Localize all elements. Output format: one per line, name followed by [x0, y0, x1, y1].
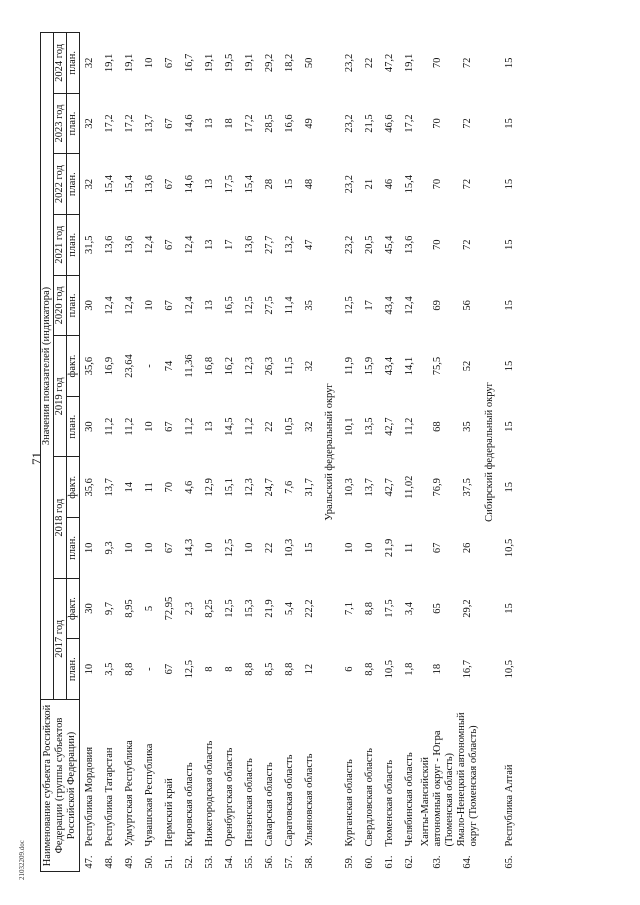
value-cell: 12,5: [343, 296, 355, 315]
value-cell: 16,7: [461, 659, 473, 679]
table-row: [280, 33, 300, 872]
value-cell: 11,2: [403, 417, 415, 436]
value-cell: 21,9: [263, 599, 275, 618]
value-cell: 16,7: [183, 53, 195, 73]
value-cell: 28,5: [263, 114, 275, 133]
region-name: Свердловская область: [363, 748, 375, 847]
table-row: [200, 33, 220, 872]
value-cell: 15: [503, 118, 515, 129]
value-cell: 67: [431, 542, 443, 554]
value-cell: 15,4: [103, 174, 115, 194]
fact-subheader: факт.: [67, 457, 80, 518]
value-cell: 75,5: [431, 356, 443, 376]
value-cell: 72: [461, 239, 473, 251]
region-name: Самарская область: [263, 762, 275, 847]
value-cell: 15,9: [363, 356, 375, 376]
value-cell: 18: [431, 663, 443, 675]
table-row: [140, 33, 160, 872]
value-cell: 10: [123, 542, 135, 554]
value-cell: 13: [203, 300, 215, 311]
region-name: Ямало-Ненецкий автономный округ (Тюменская область): [455, 712, 479, 847]
value-cell: 37,5: [461, 478, 473, 497]
value-cell: 8: [223, 666, 235, 672]
value-cell: 23,2: [343, 114, 355, 133]
value-cell: 12,5: [223, 599, 235, 618]
value-cell: 19,1: [103, 53, 115, 73]
table-row: [420, 33, 456, 872]
value-cell: 10,3: [343, 478, 355, 497]
fact-subheader: факт.: [67, 578, 80, 639]
value-cell: 8,5: [263, 662, 275, 676]
region-name: Саратовская область: [283, 754, 295, 847]
value-cell: 9,3: [103, 541, 115, 555]
value-cell: 46,6: [383, 114, 395, 133]
value-cell: 12,4: [103, 296, 115, 315]
value-cell: 14,6: [183, 174, 195, 194]
row-number: 49.: [123, 855, 135, 869]
value-cell: 17,5: [383, 599, 395, 618]
row-number: 55.: [243, 855, 255, 869]
region-name: Тюменская область: [383, 759, 395, 847]
plan-subheader: план.: [67, 275, 80, 336]
value-cell: 35,6: [83, 478, 95, 497]
plan-subheader: план.: [67, 33, 80, 94]
row-number: 51.: [163, 855, 175, 869]
year-header: 2022 год: [54, 154, 67, 215]
value-cell: 12,5: [223, 538, 235, 558]
value-cell: 35: [303, 300, 315, 311]
value-cell: 69: [431, 300, 443, 311]
plan-subheader: план.: [67, 396, 80, 457]
value-cell: 72: [461, 118, 473, 129]
value-cell: 74: [163, 360, 175, 372]
value-cell: 70: [163, 482, 175, 493]
value-cell: 67: [163, 542, 175, 554]
plan-subheader: план.: [67, 518, 80, 579]
value-cell: 19,5: [223, 53, 235, 73]
value-cell: 23,64: [123, 354, 135, 378]
region-name: Курганская область: [343, 759, 355, 847]
region-name: Республика Татарстан: [103, 747, 115, 847]
value-cell: 42,7: [383, 417, 395, 436]
value-cell: 17,2: [403, 114, 415, 133]
value-cell: 70: [431, 57, 443, 69]
value-cell: 14,5: [223, 417, 235, 436]
value-cell: 12,5: [243, 296, 255, 315]
value-cell: 8,8: [123, 662, 135, 676]
value-cell: 5,4: [283, 601, 295, 616]
value-cell: 13: [203, 421, 215, 432]
value-cell: 22,2: [303, 599, 315, 618]
value-cell: 17,5: [223, 174, 235, 194]
federal-district-heading: Сибирский федеральный округ: [483, 382, 495, 522]
value-cell: 67: [163, 178, 175, 190]
value-cell: 67: [163, 239, 175, 251]
value-cell: 23,2: [343, 53, 355, 73]
value-cell: 15: [303, 542, 315, 554]
value-cell: 23,2: [343, 174, 355, 194]
table-row: [160, 33, 180, 872]
value-cell: 22: [363, 57, 375, 69]
value-cell: 12,4: [123, 296, 135, 315]
table-row: [120, 33, 140, 872]
value-cell: 49: [303, 118, 315, 129]
value-cell: 10: [143, 57, 155, 69]
value-cell: 43,4: [383, 356, 395, 376]
value-cell: 3,4: [403, 601, 415, 616]
value-cell: 2,3: [183, 601, 195, 616]
value-cell: 10,5: [503, 538, 515, 558]
table-row: [240, 33, 260, 872]
value-cell: 8,8: [283, 662, 295, 676]
year-header: 2019 год: [54, 336, 67, 457]
value-cell: 8,95: [123, 599, 135, 618]
value-cell: 22: [263, 421, 275, 432]
value-cell: 29,2: [461, 599, 473, 618]
row-number: 63.: [431, 855, 443, 869]
value-cell: 46: [383, 178, 395, 190]
region-name: Оренбургская область: [223, 747, 235, 847]
value-cell: 21,9: [383, 538, 395, 558]
region-name: Ханты-Мансийский автономный округ - Югра (Тюменская область): [419, 730, 455, 847]
region-name: Кировская область: [183, 762, 195, 847]
value-cell: 21: [363, 178, 375, 190]
value-cell: 15: [503, 178, 515, 190]
value-cell: 27,7: [263, 235, 275, 254]
value-cell: 23,2: [343, 235, 355, 254]
region-name: Пензенская область: [243, 758, 255, 847]
value-cell: 11,2: [123, 417, 135, 436]
value-cell: 4,6: [183, 480, 195, 494]
footer-filename: 21032209.doc: [18, 840, 26, 880]
row-number: 48.: [103, 855, 115, 869]
value-cell: 11,4: [283, 296, 295, 315]
value-cell: 5: [143, 605, 155, 612]
value-cell: 12,3: [243, 356, 255, 376]
plan-subheader: план.: [67, 214, 80, 275]
value-cell: 13,7: [143, 114, 155, 133]
value-cell: 10: [203, 542, 215, 554]
row-number: 58.: [303, 855, 315, 869]
value-cell: 27,5: [263, 296, 275, 315]
value-cell: 16,5: [223, 296, 235, 315]
value-cell: 47,2: [383, 53, 395, 73]
value-cell: 9,7: [103, 601, 115, 616]
value-cell: 48: [303, 178, 315, 190]
values-header: Значения показателей (индикатора): [41, 33, 54, 700]
year-header: 2018 год: [54, 457, 67, 578]
row-number: 60.: [363, 855, 375, 869]
value-cell: 67: [163, 118, 175, 129]
value-cell: 18,2: [283, 53, 295, 73]
value-cell: 10: [243, 542, 255, 554]
value-cell: 10,5: [283, 417, 295, 436]
value-cell: 52: [461, 360, 473, 372]
value-cell: 17,2: [103, 114, 115, 133]
row-number: 56.: [263, 855, 275, 869]
value-cell: 11: [143, 482, 155, 493]
value-cell: 68: [431, 421, 443, 432]
value-cell: 14,3: [183, 538, 195, 558]
value-cell: 15: [503, 300, 515, 311]
value-cell: 45,4: [383, 235, 395, 254]
value-cell: 10: [143, 300, 155, 311]
region-name: Нижегородская область: [203, 740, 215, 847]
row-number: 57.: [283, 855, 295, 869]
table-row: [340, 33, 360, 872]
value-cell: 16,9: [103, 356, 115, 376]
value-cell: 3,5: [103, 662, 115, 676]
value-cell: 32: [303, 360, 315, 372]
table-row: [300, 33, 320, 872]
table-row: [220, 33, 240, 872]
value-cell: 12: [303, 663, 315, 675]
value-cell: 8,25: [203, 599, 215, 618]
indicators-table: [40, 32, 520, 872]
value-cell: 12,3: [243, 478, 255, 497]
value-cell: 16,6: [283, 114, 295, 133]
value-cell: 76,9: [431, 478, 443, 497]
row-number: 64.: [461, 855, 473, 869]
value-cell: 32: [303, 421, 315, 432]
value-cell: 29,2: [263, 53, 275, 73]
plan-subheader: план.: [67, 154, 80, 215]
value-cell: 15,4: [123, 174, 135, 194]
page-number: 71: [29, 452, 44, 465]
rotated-table-container: [40, 32, 600, 872]
value-cell: 31,7: [303, 478, 315, 497]
year-header: 2017 год: [54, 578, 67, 699]
row-number: 47.: [83, 855, 95, 869]
value-cell: 15: [283, 178, 295, 190]
value-cell: 13,7: [103, 478, 115, 497]
value-cell: 72: [461, 178, 473, 190]
value-cell: 8,8: [363, 662, 375, 676]
value-cell: 32: [83, 57, 95, 69]
value-cell: 30: [83, 300, 95, 311]
value-cell: 11,02: [403, 475, 415, 499]
value-cell: 13,6: [243, 235, 255, 254]
value-cell: 10: [143, 421, 155, 432]
value-cell: 13: [203, 118, 215, 129]
value-cell: 35,6: [83, 356, 95, 376]
table-row: [360, 33, 380, 872]
value-cell: 21,5: [363, 114, 375, 133]
value-cell: 10,3: [283, 538, 295, 558]
region-name: Пермский край: [163, 778, 175, 847]
year-header: 2023 год: [54, 93, 67, 154]
value-cell: 12,4: [183, 235, 195, 254]
value-cell: 11,9: [343, 357, 355, 376]
value-cell: 13,7: [363, 478, 375, 497]
value-cell: 17: [363, 300, 375, 311]
value-cell: 10: [83, 663, 95, 675]
value-cell: 11,2: [243, 417, 255, 436]
value-cell: 31,5: [83, 235, 95, 254]
value-cell: 67: [163, 421, 175, 432]
value-cell: 19,1: [203, 53, 215, 73]
value-cell: 13,2: [283, 235, 295, 254]
value-cell: 18: [223, 118, 235, 129]
value-cell: 28: [263, 178, 275, 190]
value-cell: 11,2: [103, 417, 115, 436]
region-name: Челябинская область: [403, 752, 415, 847]
value-cell: 7,6: [283, 480, 295, 494]
value-cell: 14,6: [183, 114, 195, 133]
value-cell: 16,2: [223, 356, 235, 376]
value-cell: 12,9: [203, 478, 215, 497]
region-column-header: Наименование субъекта Российской Федерации (группы субъектов Российской Федерации): [41, 699, 80, 871]
value-cell: 10: [363, 542, 375, 554]
value-cell: 26: [461, 542, 473, 554]
region-name: Республика Алтай: [503, 764, 515, 847]
value-cell: 70: [431, 178, 443, 190]
table-row: [260, 33, 280, 872]
value-cell: 15: [503, 360, 515, 372]
value-cell: 13,6: [123, 235, 135, 254]
year-header: 2024 год: [54, 33, 67, 94]
federal-district-heading: Уральский федеральный округ: [323, 383, 335, 521]
value-cell: 10: [83, 542, 95, 554]
value-cell: 70: [431, 239, 443, 251]
value-cell: 11: [403, 542, 415, 553]
year-header: 2020 год: [54, 275, 67, 336]
fact-subheader: факт.: [67, 336, 80, 397]
value-cell: 50: [303, 57, 315, 69]
row-number: 65.: [503, 855, 515, 869]
table-row: [100, 33, 120, 872]
value-cell: 67: [163, 663, 175, 675]
plan-subheader: план.: [67, 639, 80, 700]
value-cell: 35: [461, 421, 473, 432]
year-header: 2021 год: [54, 214, 67, 275]
value-cell: 56: [461, 300, 473, 311]
section-row: [480, 33, 500, 872]
value-cell: 42,7: [383, 478, 395, 497]
table-row: [500, 33, 520, 872]
value-cell: 72,95: [163, 596, 175, 621]
value-cell: 10: [343, 542, 355, 554]
value-cell: 15: [503, 482, 515, 493]
value-cell: 8: [203, 666, 215, 672]
value-cell: 47: [303, 239, 315, 251]
value-cell: 13,5: [363, 417, 375, 436]
value-cell: 13: [203, 178, 215, 190]
row-number: 52.: [183, 855, 195, 869]
region-name: Республика Мордовия: [83, 746, 95, 847]
row-number: 62.: [403, 855, 415, 869]
value-cell: 12,4: [183, 296, 195, 315]
value-cell: -: [143, 667, 155, 671]
value-cell: 22: [263, 542, 275, 554]
value-cell: 15,4: [403, 174, 415, 194]
table-row: [400, 33, 420, 872]
value-cell: 13,6: [403, 235, 415, 254]
table-row: [456, 33, 480, 872]
value-cell: 17,2: [123, 114, 135, 133]
region-name: Удмуртская Республика: [123, 740, 135, 847]
value-cell: 15: [503, 603, 515, 614]
value-cell: 26,3: [263, 356, 275, 376]
value-cell: 14,1: [403, 356, 415, 376]
value-cell: 32: [83, 118, 95, 129]
value-cell: 15,3: [243, 599, 255, 618]
value-cell: 15,4: [243, 174, 255, 194]
table-row: [380, 33, 400, 872]
value-cell: -: [143, 364, 155, 368]
section-row: [320, 33, 340, 872]
value-cell: 10,1: [343, 417, 355, 436]
value-cell: 19,1: [403, 53, 415, 73]
table-row: [180, 33, 200, 872]
value-cell: 8,8: [363, 601, 375, 616]
value-cell: 7,1: [343, 601, 355, 616]
value-cell: 17,2: [243, 114, 255, 133]
value-cell: 15,1: [223, 478, 235, 497]
row-number: 53.: [203, 855, 215, 869]
value-cell: 10,5: [503, 659, 515, 679]
value-cell: 6: [343, 666, 355, 672]
value-cell: 17: [223, 239, 235, 251]
value-cell: 72: [461, 57, 473, 69]
value-cell: 20,5: [363, 235, 375, 254]
value-cell: 24,7: [263, 478, 275, 497]
value-cell: 70: [431, 118, 443, 129]
value-cell: 19,1: [123, 53, 135, 73]
table-body: [80, 33, 520, 872]
value-cell: 19,1: [243, 53, 255, 73]
value-cell: 32: [83, 178, 95, 190]
value-cell: 11,36: [183, 354, 195, 378]
value-cell: 14: [123, 482, 135, 493]
row-number: 50.: [143, 855, 155, 869]
value-cell: 1,8: [403, 662, 415, 676]
value-cell: 12,5: [183, 659, 195, 679]
table-row: [80, 33, 100, 872]
plan-subheader: план.: [67, 93, 80, 154]
region-name: Чувашская Республика: [143, 743, 155, 847]
value-cell: 12,4: [143, 235, 155, 254]
row-number: 61.: [383, 855, 395, 869]
value-cell: 12,4: [403, 296, 415, 315]
value-cell: 10,5: [383, 659, 395, 679]
value-cell: 15: [503, 57, 515, 69]
row-number: 54.: [223, 855, 235, 869]
value-cell: 30: [83, 421, 95, 432]
value-cell: 67: [163, 300, 175, 311]
value-cell: 43,4: [383, 296, 395, 315]
value-cell: 65: [431, 603, 443, 614]
value-cell: 67: [163, 57, 175, 69]
value-cell: 13: [203, 239, 215, 251]
value-cell: 11,2: [183, 417, 195, 436]
value-cell: 8,8: [243, 662, 255, 676]
row-number: 59.: [343, 855, 355, 869]
value-cell: 15: [503, 421, 515, 432]
value-cell: 16,8: [203, 356, 215, 376]
value-cell: 13,6: [143, 174, 155, 194]
value-cell: 10: [143, 542, 155, 554]
value-cell: 11,5: [283, 357, 295, 376]
value-cell: 13,6: [103, 235, 115, 254]
value-cell: 30: [83, 603, 95, 614]
value-cell: 15: [503, 239, 515, 251]
region-name: Ульяновская область: [303, 753, 315, 847]
